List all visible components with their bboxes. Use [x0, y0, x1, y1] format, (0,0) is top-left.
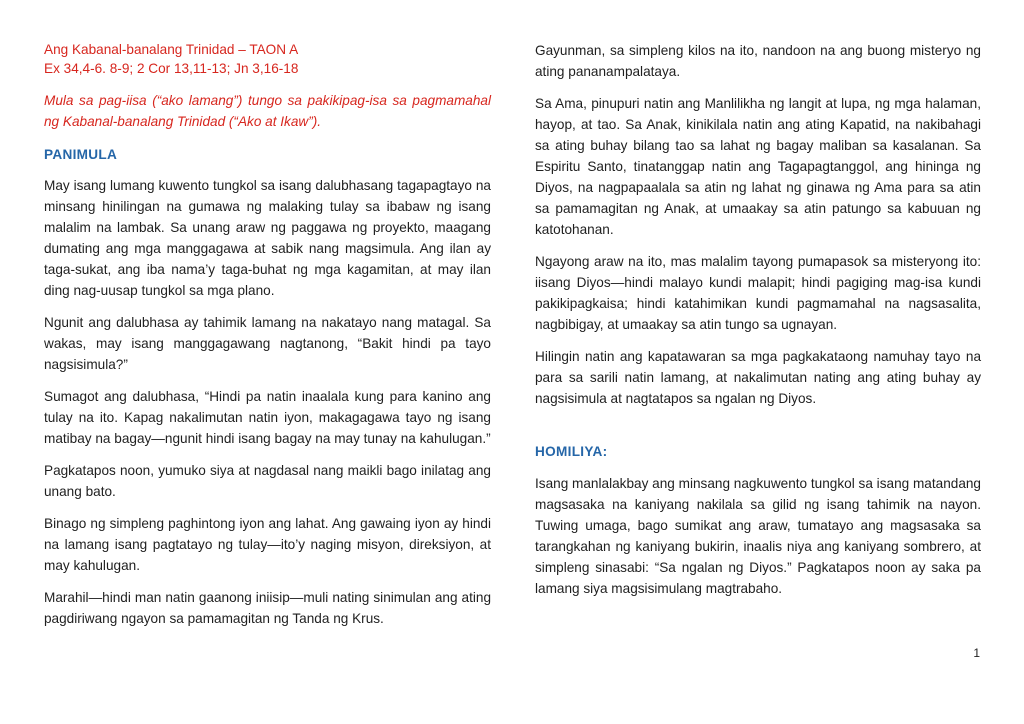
section-heading-panimula: PANIMULA [44, 147, 118, 162]
paragraph: Isang manlalakbay ang minsang nagkuwento tungkol sa isang matandang magsasaka na kaniyang nakilala sa gilid ng isang tahimik na nayon. Tuwing umaga, bago sumikat ang araw, tumatayo ang magsasaka sa tarangkahan ng kaniyang bukirin, inaalis niya ang kaniyang sombrero, at simpleng sinasabi: “Sa ngalan ng Diyos.” Pagkatapos noon ay saka pa lamang siya magsisimulang magtrabaho. [535, 476, 981, 596]
liturgy-title: Ang Kabanal-banalang Trinidad – TAON A [44, 42, 299, 57]
paragraph: Binago ng simpleng paghintong iyon ang lahat. Ang gawaing iyon ay hindi na lamang isang pagtatayo ng tulay—ito’y naging misyon, direksiyon, at may kahulugan. [44, 516, 491, 573]
paragraph: Sumagot ang dalubhasa, “Hindi pa natin inaalala kung para kanino ang tulay na ito. Kapag nakalimutan natin iyon, makagagawa tayo ng isang matibay na bagay—ngunit hindi isang bagay na may tunay na kahulugan.” [44, 389, 491, 446]
page-number: 1 [973, 646, 980, 660]
paragraph: Ngunit ang dalubhasa ay tahimik lamang na nakatayo nang matagal. Sa wakas, may isang manggagawang nagtanong, “Bakit hindi pa tayo nagsisimula?” [44, 315, 491, 372]
section-heading-homiliya: HOMILIYA: [535, 444, 608, 459]
homily-theme: Mula sa pag-iisa (“ako lamang”) tungo sa pakikipag-isa sa pagmamahal ng Kabanal-banalang Trinidad (“Ako at Ikaw”). [44, 93, 491, 129]
scripture-readings: Ex 34,4-6. 8-9; 2 Cor 13,11-13; Jn 3,16-18 [44, 61, 299, 76]
paragraph: Gayunman, sa simpleng kilos na ito, nandoon na ang buong misteryo ng ating pananampalataya. [535, 43, 981, 79]
paragraph: Ngayong araw na ito, mas malalim tayong pumapasok sa misteryong ito: iisang Diyos—hindi malayo kundi malapit; hindi pagiging mag-isa kundi pakikipagkaisa; hindi katahimikan kundi pagmamahal na nagsasalita, nagbibigay, at umaakay sa atin tungo sa ugnayan. [535, 254, 981, 332]
paragraph: Sa Ama, pinupuri natin ang Manlilikha ng langit at lupa, ng mga halaman, hayop, at tao. Sa Anak, kinikilala natin ang ating Kapatid, na nakibahagi sa ating buhay bilang tao sa lahat ng bagay maliban sa kasalanan. Sa Espiritu Santo, tinatanggap natin ang Tagapagtanggol, ang hininga ng Diyos, na nagpapaalala sa atin ng lahat ng ginawa ng Ama para sa atin sa pamamagitan ng Anak, at umaakay sa atin patungo sa kabuuan ng katotohanan. [535, 96, 981, 237]
paragraph: Hilingin natin ang kapatawaran sa mga pagkakataong namuhay tayo na para sa sarili natin lamang, at nakalimutan nating ang ating buhay ay nagsisimula at nagtatapos sa ngalan ng Diyos. [535, 349, 981, 406]
right-column [535, 40, 981, 599]
left-column [44, 40, 491, 629]
paragraph: Pagkatapos noon, yumuko siya at nagdasal nang maikli bago inilatag ang unang bato. [44, 463, 491, 499]
paragraph: May isang lumang kuwento tungkol sa isang dalubhasang tagapagtayo na minsang hinilingan na gumawa ng malaking tulay sa ibabaw ng isang malalim na lambak. Sa unang araw ng paggawa ng proyekto, maagang dumating ang mga manggagawa at sabik nang magsimula. Ang ilan ay taga-sukat, ang iba nama’y taga-buhat ng mga kagamitan, at may ilan ding nag-uusap tungkol sa mga plano. [44, 178, 491, 298]
paragraph: Marahil—hindi man natin gaanong iniisip—muli nating sinimulan ang ating pagdiriwang ngayon sa pamamagitan ng Tanda ng Krus. [44, 590, 491, 626]
